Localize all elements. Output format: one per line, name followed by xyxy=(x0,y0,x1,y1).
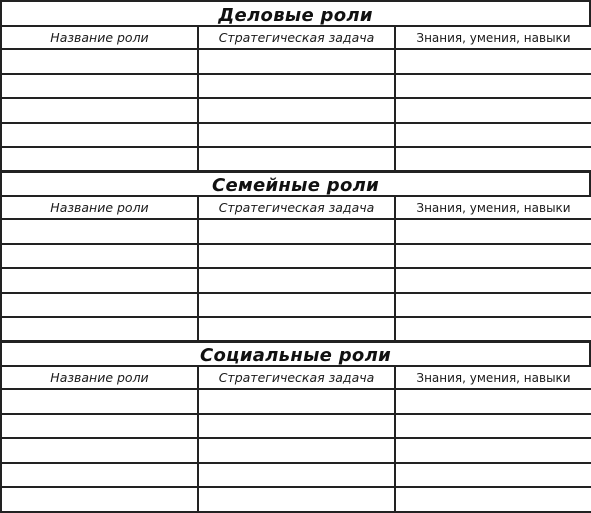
table-cell[interactable] xyxy=(1,293,198,318)
table-cell[interactable] xyxy=(395,414,591,439)
table-cell[interactable] xyxy=(395,74,591,99)
column-header-role-name: Название роли xyxy=(1,366,198,389)
table-cell[interactable] xyxy=(1,74,198,99)
column-header-skills: Знания, умения, навыки xyxy=(395,196,591,219)
table-cell[interactable] xyxy=(395,123,591,148)
table-cell[interactable] xyxy=(198,74,395,99)
table-row xyxy=(1,293,591,318)
table-cell[interactable] xyxy=(1,244,198,269)
table-row xyxy=(1,49,591,74)
social-roles-table xyxy=(0,365,591,513)
column-header-strategic-task: Стратегическая задача xyxy=(198,196,395,219)
table-cell[interactable] xyxy=(198,438,395,463)
table-header-row xyxy=(1,26,591,49)
section-title-business-roles: Деловые роли xyxy=(0,0,591,25)
column-header-skills: Знания, умения, навыки xyxy=(395,366,591,389)
table-cell[interactable] xyxy=(1,49,198,74)
table-row xyxy=(1,487,591,512)
table-row xyxy=(1,463,591,488)
table-cell[interactable] xyxy=(395,293,591,318)
table-row xyxy=(1,147,591,172)
table-row xyxy=(1,98,591,123)
table-cell[interactable] xyxy=(395,98,591,123)
table-row xyxy=(1,123,591,148)
table-row xyxy=(1,389,591,414)
table-cell[interactable] xyxy=(1,487,198,512)
table-cell[interactable] xyxy=(198,487,395,512)
column-header-skills: Знания, умения, навыки xyxy=(395,26,591,49)
family-roles-section xyxy=(0,170,591,343)
column-header-role-name: Название роли xyxy=(1,196,198,219)
table-cell[interactable] xyxy=(198,123,395,148)
table-cell[interactable] xyxy=(395,49,591,74)
table-cell[interactable] xyxy=(1,98,198,123)
table-cell[interactable] xyxy=(395,463,591,488)
table-cell[interactable] xyxy=(198,219,395,244)
section-title-social-roles: Социальные роли xyxy=(0,340,591,365)
column-header-role-name: Название роли xyxy=(1,26,198,49)
column-header-strategic-task: Стратегическая задача xyxy=(198,366,395,389)
table-cell[interactable] xyxy=(198,147,395,172)
table-cell[interactable] xyxy=(395,147,591,172)
table-cell[interactable] xyxy=(395,244,591,269)
table-cell[interactable] xyxy=(395,219,591,244)
table-cell[interactable] xyxy=(1,463,198,488)
table-cell[interactable] xyxy=(1,414,198,439)
table-cell[interactable] xyxy=(395,487,591,512)
table-cell[interactable] xyxy=(1,438,198,463)
table-cell[interactable] xyxy=(198,268,395,293)
table-cell[interactable] xyxy=(198,389,395,414)
table-cell[interactable] xyxy=(198,293,395,318)
column-header-strategic-task: Стратегическая задача xyxy=(198,26,395,49)
table-cell[interactable] xyxy=(395,268,591,293)
table-cell[interactable] xyxy=(198,317,395,342)
table-header-row xyxy=(1,366,591,389)
business-roles-section xyxy=(0,0,591,173)
table-header-row xyxy=(1,196,591,219)
family-roles-table xyxy=(0,195,591,343)
table-row xyxy=(1,317,591,342)
table-cell[interactable] xyxy=(1,219,198,244)
table-cell[interactable] xyxy=(198,49,395,74)
business-roles-table xyxy=(0,25,591,173)
table-cell[interactable] xyxy=(395,389,591,414)
table-row xyxy=(1,268,591,293)
table-cell[interactable] xyxy=(1,317,198,342)
table-row xyxy=(1,438,591,463)
table-cell[interactable] xyxy=(1,123,198,148)
table-cell[interactable] xyxy=(1,147,198,172)
table-row xyxy=(1,414,591,439)
table-cell[interactable] xyxy=(395,438,591,463)
table-cell[interactable] xyxy=(198,244,395,269)
table-cell[interactable] xyxy=(198,463,395,488)
table-cell[interactable] xyxy=(1,389,198,414)
table-cell[interactable] xyxy=(198,414,395,439)
section-title-family-roles: Семейные роли xyxy=(0,170,591,195)
table-cell[interactable] xyxy=(1,268,198,293)
table-row xyxy=(1,219,591,244)
table-cell[interactable] xyxy=(395,317,591,342)
table-cell[interactable] xyxy=(198,98,395,123)
table-row xyxy=(1,74,591,99)
table-row xyxy=(1,244,591,269)
social-roles-section xyxy=(0,340,591,513)
